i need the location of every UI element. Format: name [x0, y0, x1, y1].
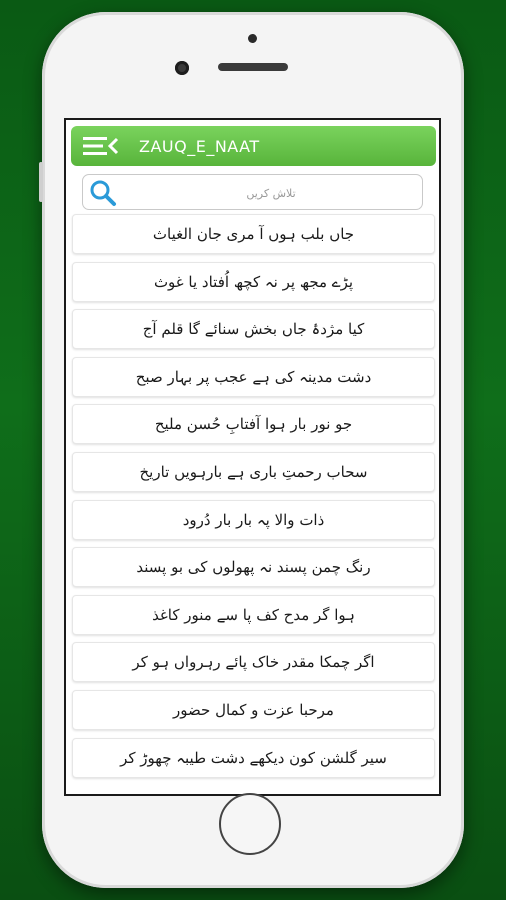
naat-title: مرحبا عزت و کمال حضور: [173, 700, 334, 719]
menu-back-icon[interactable]: [83, 137, 119, 155]
naat-list: [72, 214, 435, 785]
naat-list-item[interactable]: [72, 452, 435, 492]
search-bar[interactable]: [82, 174, 423, 210]
naat-list-item[interactable]: [72, 547, 435, 587]
naat-title: جاں بلب ہوں آ مری جان الغیاث: [152, 225, 355, 243]
naat-title: اگر چمکا مقدر خاک پائے رہرواں ہو کر: [132, 653, 375, 672]
naat-list-item[interactable]: [72, 357, 435, 397]
naat-title: جو نور بار ہوا آفتابِ حُسن ملیح: [154, 415, 353, 434]
app-title: ZAUQ_E_NAAT: [139, 137, 260, 156]
home-button[interactable]: [219, 793, 281, 855]
app-bar: [71, 126, 436, 166]
search-input[interactable]: [123, 180, 419, 206]
naat-title: دشت مدینہ کی ہے عجب پر بہار صبح: [135, 367, 372, 386]
naat-list-item[interactable]: [72, 214, 435, 254]
naat-title: سحاب رحمتِ باری ہے بارہویں تاریخ: [139, 462, 368, 481]
earpiece-speaker: [218, 63, 288, 71]
naat-list-item[interactable]: [72, 738, 435, 778]
naat-title: ذات والا پہ بار بار دُرود: [182, 510, 325, 529]
phone-frame: [42, 12, 464, 888]
naat-title: ہوا گر مدح کف پا سے منور کاغذ: [152, 605, 355, 624]
search-icon[interactable]: [89, 179, 117, 207]
naat-list-item[interactable]: [72, 262, 435, 302]
naat-list-item[interactable]: [72, 595, 435, 635]
naat-title: پڑے مجھ پر نہ کچھ اُفتاد یا غوث: [153, 272, 354, 291]
front-camera: [175, 61, 189, 75]
proximity-sensor: [248, 34, 257, 43]
naat-list-item[interactable]: [72, 309, 435, 349]
naat-title: سیر گلشن کون دیکھے دشت طیبہ چھوڑ کر: [120, 748, 387, 767]
naat-list-item[interactable]: [72, 642, 435, 682]
naat-list-item[interactable]: [72, 404, 435, 444]
app-screen: [64, 118, 441, 796]
naat-title: کیا مژدۂ جاں بخش سنائے گا قلم آج: [142, 320, 365, 339]
naat-list-item[interactable]: [72, 690, 435, 730]
naat-title: رنگ چمن پسند نہ پھولوں کی بو پسند: [136, 558, 371, 577]
naat-list-item[interactable]: [72, 500, 435, 540]
